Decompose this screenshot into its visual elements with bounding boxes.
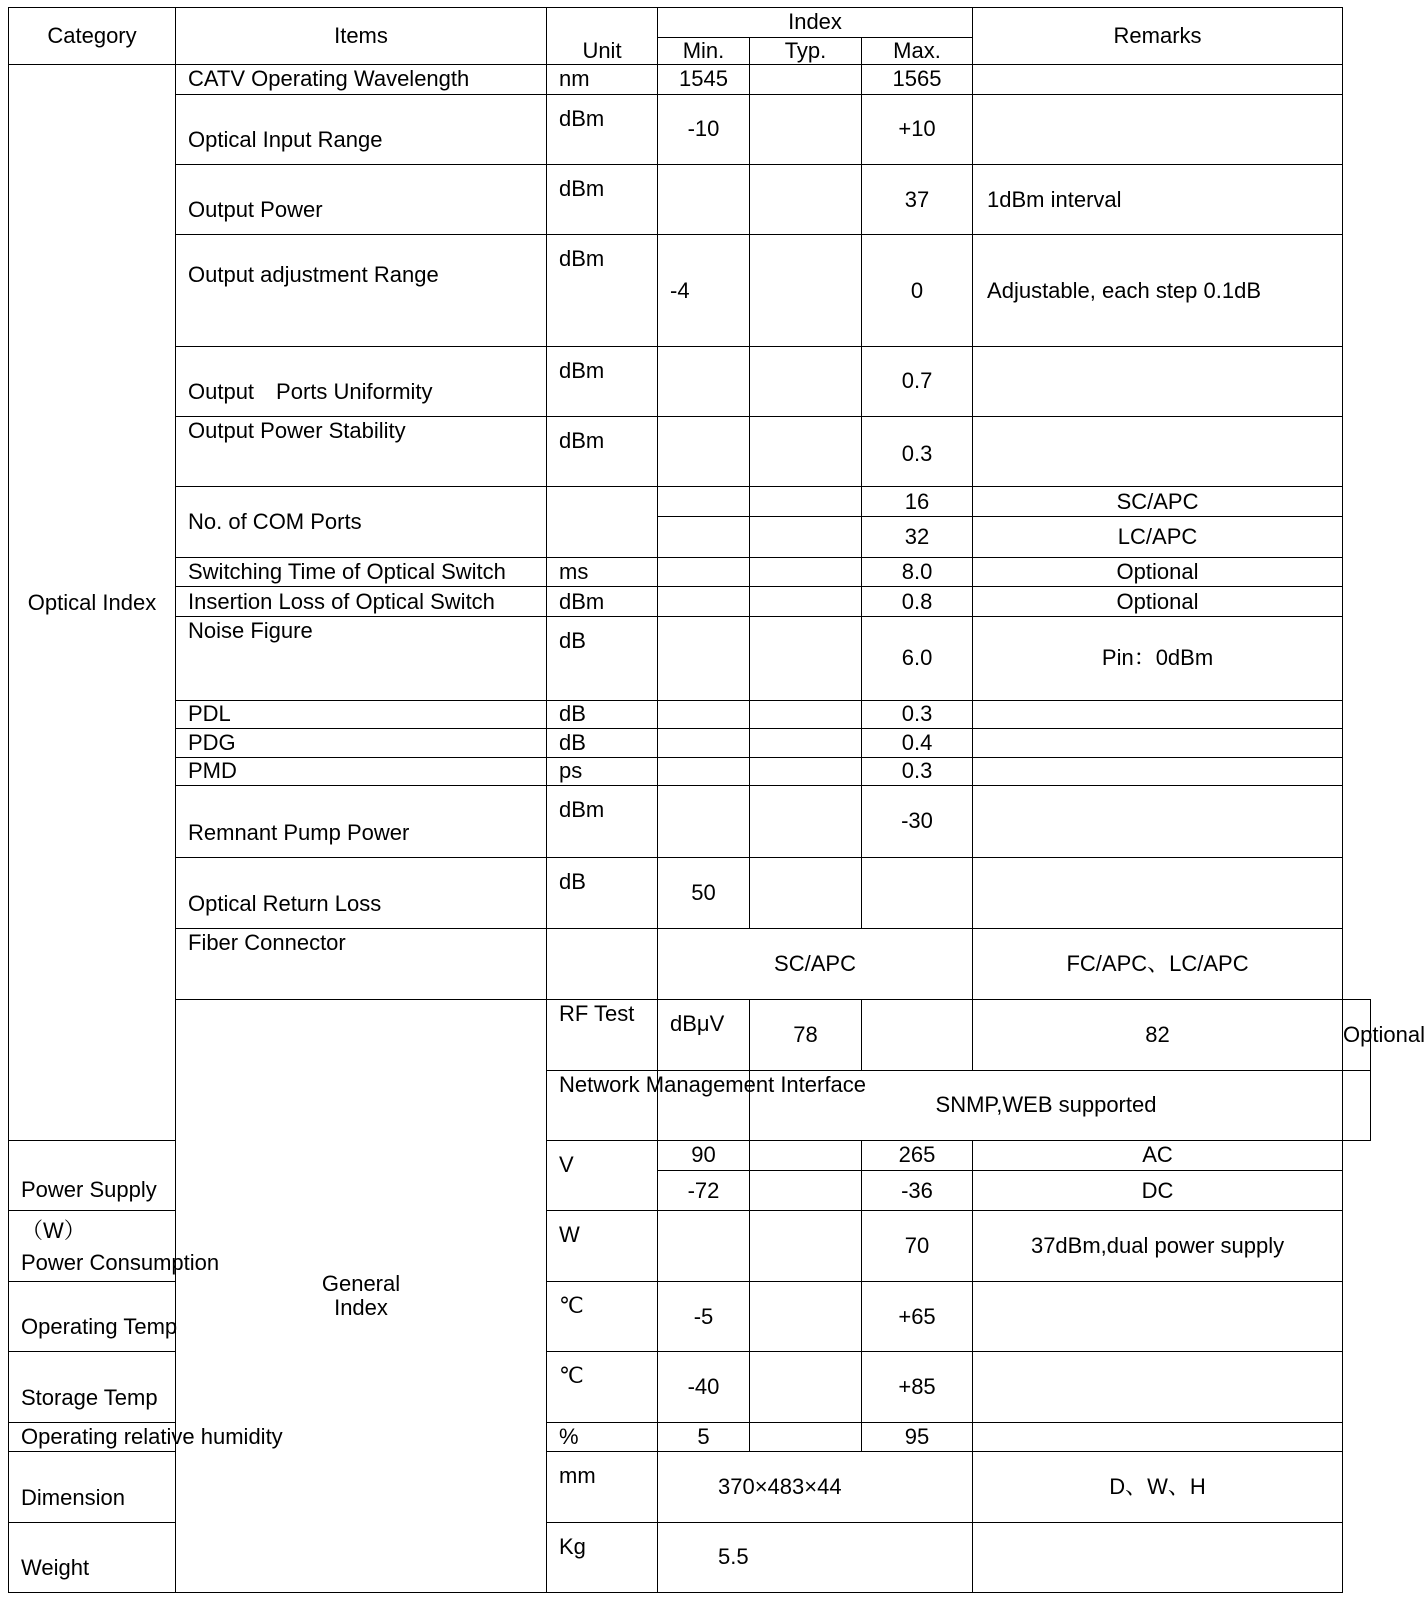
unit-cell: Kg (547, 1522, 658, 1592)
index-value: 5.5 (658, 1522, 973, 1592)
unit-cell: ms (547, 557, 658, 587)
unit-cell: mm (547, 1452, 658, 1522)
min-value (658, 1211, 750, 1281)
min-value: 1545 (658, 65, 750, 95)
typ-value (750, 487, 862, 517)
unit-cell: ps (547, 757, 658, 786)
table-row (9, 587, 1371, 617)
item-label: Dimension (9, 1452, 176, 1522)
min-value: -4 (658, 235, 750, 346)
table-row (9, 487, 1371, 517)
max-value: 0.8 (862, 587, 973, 617)
max-value: 32 (862, 516, 973, 557)
table-row (9, 786, 1371, 857)
table-row (9, 928, 1371, 999)
category-general-line2: Index (334, 1295, 388, 1321)
table-row (9, 346, 1371, 416)
item-label: Weight (9, 1522, 176, 1592)
min-value (658, 700, 750, 729)
max-value: +85 (862, 1352, 973, 1422)
remark-cell: Optional (973, 587, 1343, 617)
typ-value (750, 729, 862, 758)
min-value (658, 516, 750, 557)
unit-cell: ℃ (547, 1352, 658, 1422)
table-row (9, 65, 1371, 95)
item-label: Optical Return Loss (176, 857, 547, 928)
remark-cell: 1dBm interval (973, 165, 1343, 235)
item-label: No. of COM Ports (176, 487, 547, 557)
remark-cell: Pin：0dBm (973, 616, 1343, 700)
max-value: +65 (862, 1281, 973, 1351)
remark-cell (973, 1352, 1343, 1422)
remark-cell (973, 700, 1343, 729)
remark-cell (973, 757, 1343, 786)
header-unit: Unit (547, 8, 658, 65)
item-label: Operating relative humidity (9, 1422, 176, 1452)
remark-cell (973, 857, 1343, 928)
min-value (658, 786, 750, 857)
unit-cell: dBm (547, 587, 658, 617)
max-value: -36 (862, 1170, 973, 1211)
max-value: 8.0 (862, 557, 973, 587)
item-label: Output Power (176, 165, 547, 235)
remark-cell: DC (973, 1170, 1343, 1211)
table-row (9, 857, 1371, 928)
unit-cell: dB (547, 616, 658, 700)
index-value: SNMP,WEB supported (750, 1070, 1343, 1140)
min-value (658, 616, 750, 700)
item-label: Output Power Stability (176, 416, 547, 486)
table-row (9, 94, 1371, 164)
table-row (9, 557, 1371, 587)
min-value: -40 (658, 1352, 750, 1422)
table-row (9, 165, 1371, 235)
typ-value (750, 65, 862, 95)
max-value: 95 (862, 1422, 973, 1452)
remark-cell (973, 65, 1343, 95)
min-value (658, 729, 750, 758)
header-row (9, 8, 1371, 38)
table-row (9, 416, 1371, 486)
typ-value (750, 857, 862, 928)
unit-cell: dBm (547, 235, 658, 346)
item-label: CATV Operating Wavelength (176, 65, 547, 95)
min-value: 90 (658, 1141, 750, 1171)
remark-cell: Optional (973, 557, 1343, 587)
max-value: 0.3 (862, 416, 973, 486)
header-category: Category (9, 8, 176, 65)
item-label: Insertion Loss of Optical Switch (176, 587, 547, 617)
item-label-line2: Power Consumption (21, 1250, 220, 1276)
header-max: Max. (862, 37, 973, 65)
min-value (658, 757, 750, 786)
max-value: 6.0 (862, 616, 973, 700)
unit-cell: V (547, 1141, 658, 1211)
unit-cell: dBm (547, 786, 658, 857)
item-label: PDL (176, 700, 547, 729)
max-value: 265 (862, 1141, 973, 1171)
unit-cell: dBm (547, 346, 658, 416)
min-value (658, 165, 750, 235)
item-label: PMD (176, 757, 547, 786)
category-optical: Optical Index (9, 65, 176, 1141)
spec-table (8, 7, 1425, 1593)
typ-value (750, 235, 862, 346)
table-row (9, 1422, 1371, 1452)
item-label (9, 1211, 220, 1281)
min-value (658, 416, 750, 486)
min-value (658, 557, 750, 587)
typ-value (750, 700, 862, 729)
max-value: 0 (862, 235, 973, 346)
min-value (658, 587, 750, 617)
item-label: Fiber Connector (176, 928, 547, 999)
max-value: 70 (862, 1211, 973, 1281)
typ-value (750, 1141, 862, 1171)
remark-cell: 37dBm,dual power supply (973, 1211, 1343, 1281)
remark-cell: D、W、H (973, 1452, 1343, 1522)
unit-cell: dB (547, 700, 658, 729)
min-value: 50 (658, 857, 750, 928)
item-label: RF Test (547, 1000, 658, 1070)
remark-cell (973, 346, 1343, 416)
typ-value (750, 587, 862, 617)
remark-cell (973, 786, 1343, 857)
unit-cell: dB (547, 729, 658, 758)
max-value: 16 (862, 487, 973, 517)
typ-value (862, 1000, 973, 1070)
min-value: -10 (658, 94, 750, 164)
unit-cell: dBm (547, 165, 658, 235)
unit-cell: dBm (547, 416, 658, 486)
typ-value (750, 786, 862, 857)
remark-cell: LC/APC (973, 516, 1343, 557)
item-label: Output adjustment Range (176, 235, 547, 346)
max-value (862, 857, 973, 928)
remark-cell (973, 1281, 1343, 1351)
typ-value (750, 757, 862, 786)
min-value (658, 346, 750, 416)
item-label-line1: （W） (21, 1218, 86, 1244)
typ-value (750, 557, 862, 587)
max-value: 0.4 (862, 729, 973, 758)
header-remarks: Remarks (973, 8, 1343, 65)
max-value: 0.3 (862, 700, 973, 729)
typ-value (750, 165, 862, 235)
item-label: Remnant Pump Power (176, 786, 547, 857)
max-value: 1565 (862, 65, 973, 95)
item-label: Network Management Interface (547, 1070, 658, 1140)
typ-value (750, 346, 862, 416)
remark-cell: Optional (1343, 1000, 1371, 1070)
unit-cell: % (547, 1422, 658, 1452)
remark-cell: FC/APC、LC/APC (973, 928, 1343, 999)
min-value: 5 (658, 1422, 750, 1452)
header-typ: Typ. (750, 37, 862, 65)
max-value: 0.7 (862, 346, 973, 416)
index-value: 370×483×44 (658, 1452, 973, 1522)
remark-cell (973, 416, 1343, 486)
item-label: Operating Temp (9, 1281, 176, 1351)
header-index: Index (658, 8, 973, 38)
typ-value (750, 616, 862, 700)
typ-value (750, 516, 862, 557)
max-value: 37 (862, 165, 973, 235)
remark-cell: AC (973, 1141, 1343, 1171)
max-value: 82 (973, 1000, 1343, 1070)
item-label: Output Ports Uniformity (176, 346, 547, 416)
unit-cell: dBm (547, 94, 658, 164)
typ-value (750, 1211, 862, 1281)
unit-cell: dB (547, 857, 658, 928)
unit-cell: ℃ (547, 1281, 658, 1351)
item-label: Noise Figure (176, 616, 547, 700)
max-value: +10 (862, 94, 973, 164)
min-value: -5 (658, 1281, 750, 1351)
table-row (9, 729, 1371, 758)
unit-cell: W (547, 1211, 658, 1281)
table-row (9, 700, 1371, 729)
typ-value (750, 94, 862, 164)
typ-value (750, 1352, 862, 1422)
remark-cell (973, 1522, 1343, 1592)
unit-cell (547, 487, 658, 557)
remark-cell (973, 729, 1343, 758)
typ-value (750, 1422, 862, 1452)
remark-cell: Adjustable, each step 0.1dB (973, 235, 1343, 346)
unit-cell (547, 928, 658, 999)
index-value: SC/APC (658, 928, 973, 999)
item-label: Switching Time of Optical Switch (176, 557, 547, 587)
table-row (9, 1000, 1371, 1070)
header-min: Min. (658, 37, 750, 65)
typ-value (750, 416, 862, 486)
table-row (9, 616, 1371, 700)
remark-cell (1343, 1070, 1371, 1140)
item-label: Storage Temp (9, 1352, 176, 1422)
max-value: -30 (862, 786, 973, 857)
max-value: 0.3 (862, 757, 973, 786)
min-value: -72 (658, 1170, 750, 1211)
table-row (9, 757, 1371, 786)
unit-cell: nm (547, 65, 658, 95)
category-general (176, 1000, 547, 1593)
min-value (658, 487, 750, 517)
remark-cell (973, 1422, 1343, 1452)
typ-value (750, 1170, 862, 1211)
header-items: Items (176, 8, 547, 65)
typ-value (750, 1281, 862, 1351)
remark-cell (973, 94, 1343, 164)
remark-cell: SC/APC (973, 487, 1343, 517)
unit-cell: dBμV (658, 1000, 750, 1070)
item-label: PDG (176, 729, 547, 758)
min-value: 78 (750, 1000, 862, 1070)
category-general-line1: General (321, 1271, 401, 1297)
table-row (9, 235, 1371, 346)
item-label: Power Supply (9, 1141, 176, 1211)
item-label: Optical Input Range (176, 94, 547, 164)
